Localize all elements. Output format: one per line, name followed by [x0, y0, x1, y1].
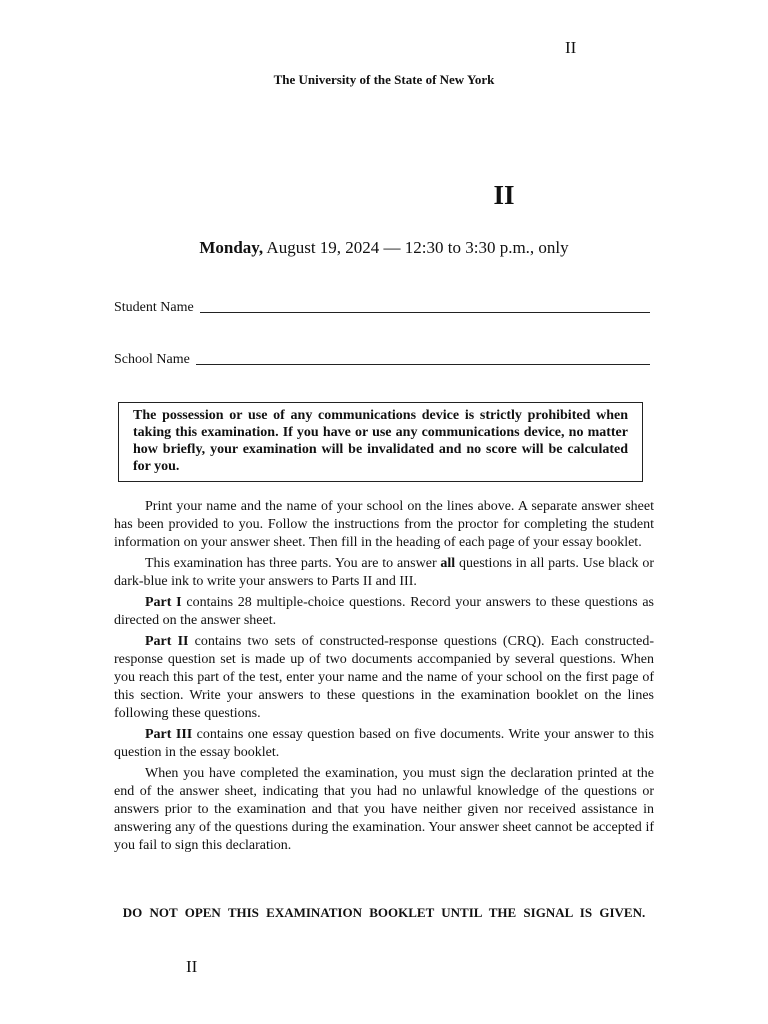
top-mark: II — [565, 38, 577, 57]
instruction-paragraph-2: This examination has three parts. You are to answer all questions in all parts. Use black or dark-blue ink to write your answers to Parts II and III. — [114, 556, 654, 589]
emphasis-all: all — [440, 556, 456, 571]
instructions — [114, 498, 654, 858]
instruction-part-1: Part I contains 28 multiple-choice questions. Record your answers to these questions as directed on the answer sheet. — [114, 595, 654, 628]
instruction-part-2: Part II contains two sets of constructed-response questions (CRQ). Each constructed-response question set is made up of two documents accompanied by several questions. When you reach this part of the test, enter your name and the name of your school on the first page of this section. Write your answers to these questions in the examination booklet on the lines following these questions. — [114, 634, 655, 721]
student-name-label: Student Name — [114, 300, 194, 315]
exam-date — [0, 238, 768, 258]
part-1-label: Part I — [145, 595, 182, 610]
device-warning-box: The possession or use of any communications device is strictly prohibited when taking this examination. If you have or use any communications device, no matter how briefly, your examination will be invalidated and no score will be calculated for you. — [118, 402, 643, 482]
student-name-field — [114, 298, 650, 316]
instruction-part-3: Part III contains one essay question based on five documents. Write your answer to this question in the essay booklet. — [114, 727, 654, 760]
bottom-mark: II — [186, 957, 198, 976]
part-3-label: Part III — [145, 727, 193, 742]
exam-title-mark: II — [493, 180, 515, 210]
instruction-declaration: When you have completed the examination, you must sign the declaration printed at the end of the answer sheet, indicating that you had no unlawful knowledge of the questions or answers prior to the examination and that you have neither given nor received assistance in answering any of the questions during the examination. Your answer sheet cannot be accepted if you fail to sign this declaration. — [114, 766, 654, 853]
student-name-line[interactable] — [200, 298, 650, 313]
exam-date-time: August 19, 2024 — 12:30 to 3:30 p.m., only — [263, 238, 569, 257]
school-name-label: School Name — [114, 352, 190, 367]
exam-day: Monday, — [199, 238, 264, 257]
school-name-field — [114, 350, 650, 368]
school-name-line[interactable] — [196, 350, 650, 365]
institution-name: The University of the State of New York — [273, 72, 495, 87]
part-2-label: Part II — [145, 634, 189, 649]
do-not-open-notice: DO NOT OPEN THIS EXAMINATION BOOKLET UNTIL THE SIGNAL IS GIVEN. — [122, 905, 646, 920]
instruction-paragraph-1: Print your name and the name of your school on the lines above. A separate answer sheet has been provided to you. Follow the instructions from the proctor for completing the student information on your answer sheet. Then fill in the heading of each page of your essay booklet. — [114, 499, 654, 550]
